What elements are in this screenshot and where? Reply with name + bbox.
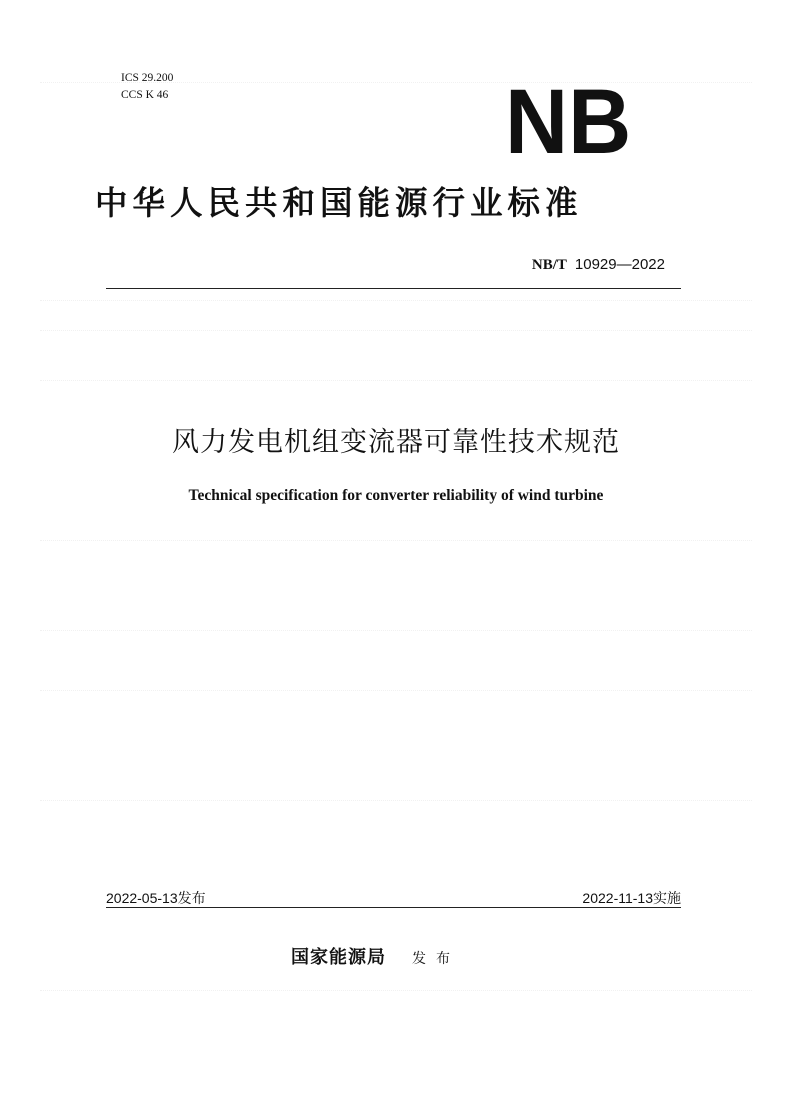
scan-artifact-line: [40, 300, 752, 301]
bottom-divider: [106, 907, 681, 908]
implementation-date: 2022-11-13实施: [582, 890, 681, 906]
issuing-organization: 国家能源局: [291, 947, 386, 968]
ics-code: ICS 29.200: [121, 72, 174, 84]
standard-number: [532, 256, 665, 274]
scan-artifact-line: [40, 380, 752, 381]
scan-artifact-line: [40, 800, 752, 801]
scan-artifact-line: [40, 990, 752, 991]
top-divider: [106, 288, 681, 289]
scan-artifact-line: [40, 330, 752, 331]
issue-action: 发布: [412, 951, 460, 967]
classification-codes: [121, 70, 173, 104]
ccs-code: CCS K 46: [121, 89, 169, 101]
scan-artifact-line: [40, 630, 752, 631]
document-title-chinese: 风力发电机组变流器可靠性技术规范: [172, 427, 620, 458]
issue-date: 2022-05-13发布: [106, 890, 206, 906]
standard-code: 10929—2022: [574, 256, 665, 273]
nb-logo: NB: [505, 71, 632, 173]
document-title-english: Technical specification for converter reliability of wind turbine: [188, 487, 604, 504]
standard-type-heading: 中华人民共和国能源行业标准: [95, 183, 583, 222]
standard-prefix: NB/T: [531, 257, 567, 273]
scan-artifact-line: [40, 690, 752, 691]
scan-artifact-line: [40, 540, 752, 541]
issuer-line: [291, 943, 460, 969]
